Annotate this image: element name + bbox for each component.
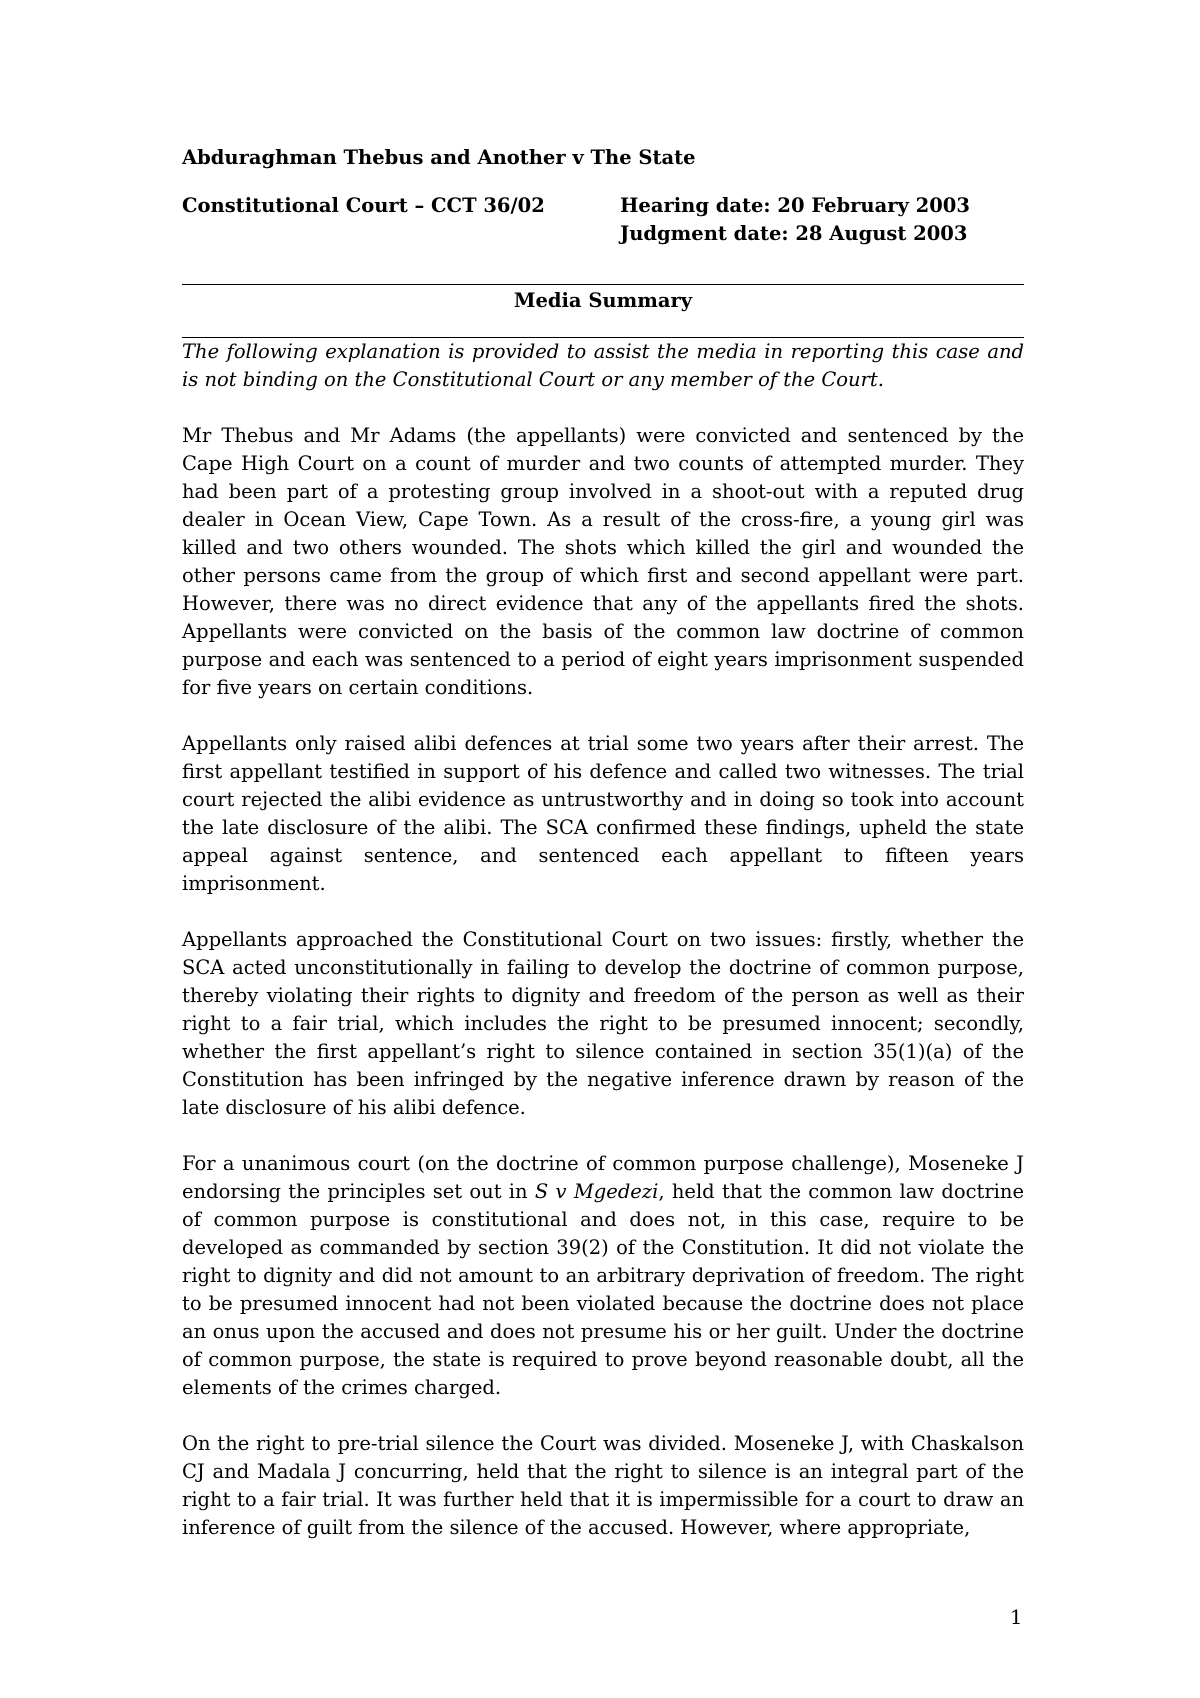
paragraph-4-after: , held that the common law doctrine of common purpose is constitutional and does not, in this case, require to be developed as commanded by section 39(2) of the Constitution. It did not violate the right to dignity and did not amount to an arbitrary deprivation of freedom. The right to be presumed innocent had not been violated because the doctrine does not place an onus upon the accused and does not presume his or her guilt. Under the doctrine of common purpose, the state is required to prove beyond reasonable doubt, all the elements of the crimes charged. — [182, 1180, 1024, 1399]
case-dates — [620, 192, 970, 248]
judgment-date: Judgment date: 28 August 2003 — [620, 222, 968, 245]
section-heading: Media Summary — [513, 289, 693, 312]
paragraph-1: Mr Thebus and Mr Adams (the appellants) were convicted and sentenced by the Cape High Court on a count of murder and two counts of attempted murder. They had been part of a protesting group involved in a shoot-out with a reputed drug dealer in Ocean View, Cape Town. As a result of the cross-fire, a young girl was killed and two others wounded. The shots which killed the girl and wounded the other persons came from the group of which first and second appellant were part. However, there was no direct evidence that any of the appellants fired the shots. Appellants were convicted on the basis of the common law doctrine of common purpose and each was sentenced to a period of eight years imprisonment suspended for five years on certain conditions. — [182, 424, 1024, 699]
paragraph-3: Appellants approached the Constitutional Court on two issues: firstly, whether the SCA acted unconstitutionally in failing to develop the doctrine of common purpose, thereby violating their rights to dignity and freedom of the person as well as their right to a fair trial, which includes the right to be presumed innocent; secondly, whether the first appellant’s right to silence contained in section 35(1)(a) of the Constitution has been infringed by the negative inference drawn by reason of the late disclosure of his alibi defence. — [182, 928, 1024, 1119]
paragraph-4 — [182, 1150, 1024, 1402]
paragraph-4-before: For a unanimous court (on the doctrine of common purpose challenge), Moseneke J endorsing the principles set out in — [182, 1152, 1024, 1203]
page-number: 1 — [1010, 1606, 1023, 1629]
case-title: Abduraghman Thebus and Another v The State — [182, 146, 696, 169]
court-reference: Constitutional Court – CCT 36/02 — [182, 194, 545, 217]
paragraph-5: On the right to pre-trial silence the Court was divided. Moseneke J, with Chaskalson CJ and Madala J concurring, held that the right to silence is an integral part of the right to a fair trial. It was further held that it is impermissible for a court to draw an inference of guilt from the silence of the accused. However, where appropriate, — [182, 1432, 1024, 1539]
document-body — [182, 144, 1024, 1542]
top-divider — [182, 284, 1024, 285]
case-citation: S v Mgedezi — [534, 1180, 659, 1203]
paragraph-2: Appellants only raised alibi defences at trial some two years after their arrest. The first appellant testified in support of his defence and called two witnesses. The trial court rejected the alibi evidence as untrustworthy and in doing so took into account the late disclosure of the alibi. The SCA confirmed these findings, upheld the state appeal against sentence, and sentenced each appellant to fifteen years imprisonment. — [182, 732, 1024, 895]
hearing-date: Hearing date: 20 February 2003 — [620, 194, 970, 217]
disclaimer: The following explanation is provided to assist the media in reporting this case and is not binding on the Constitutional Court or any member of the Court. — [182, 340, 1024, 391]
case-meta — [182, 192, 1024, 248]
